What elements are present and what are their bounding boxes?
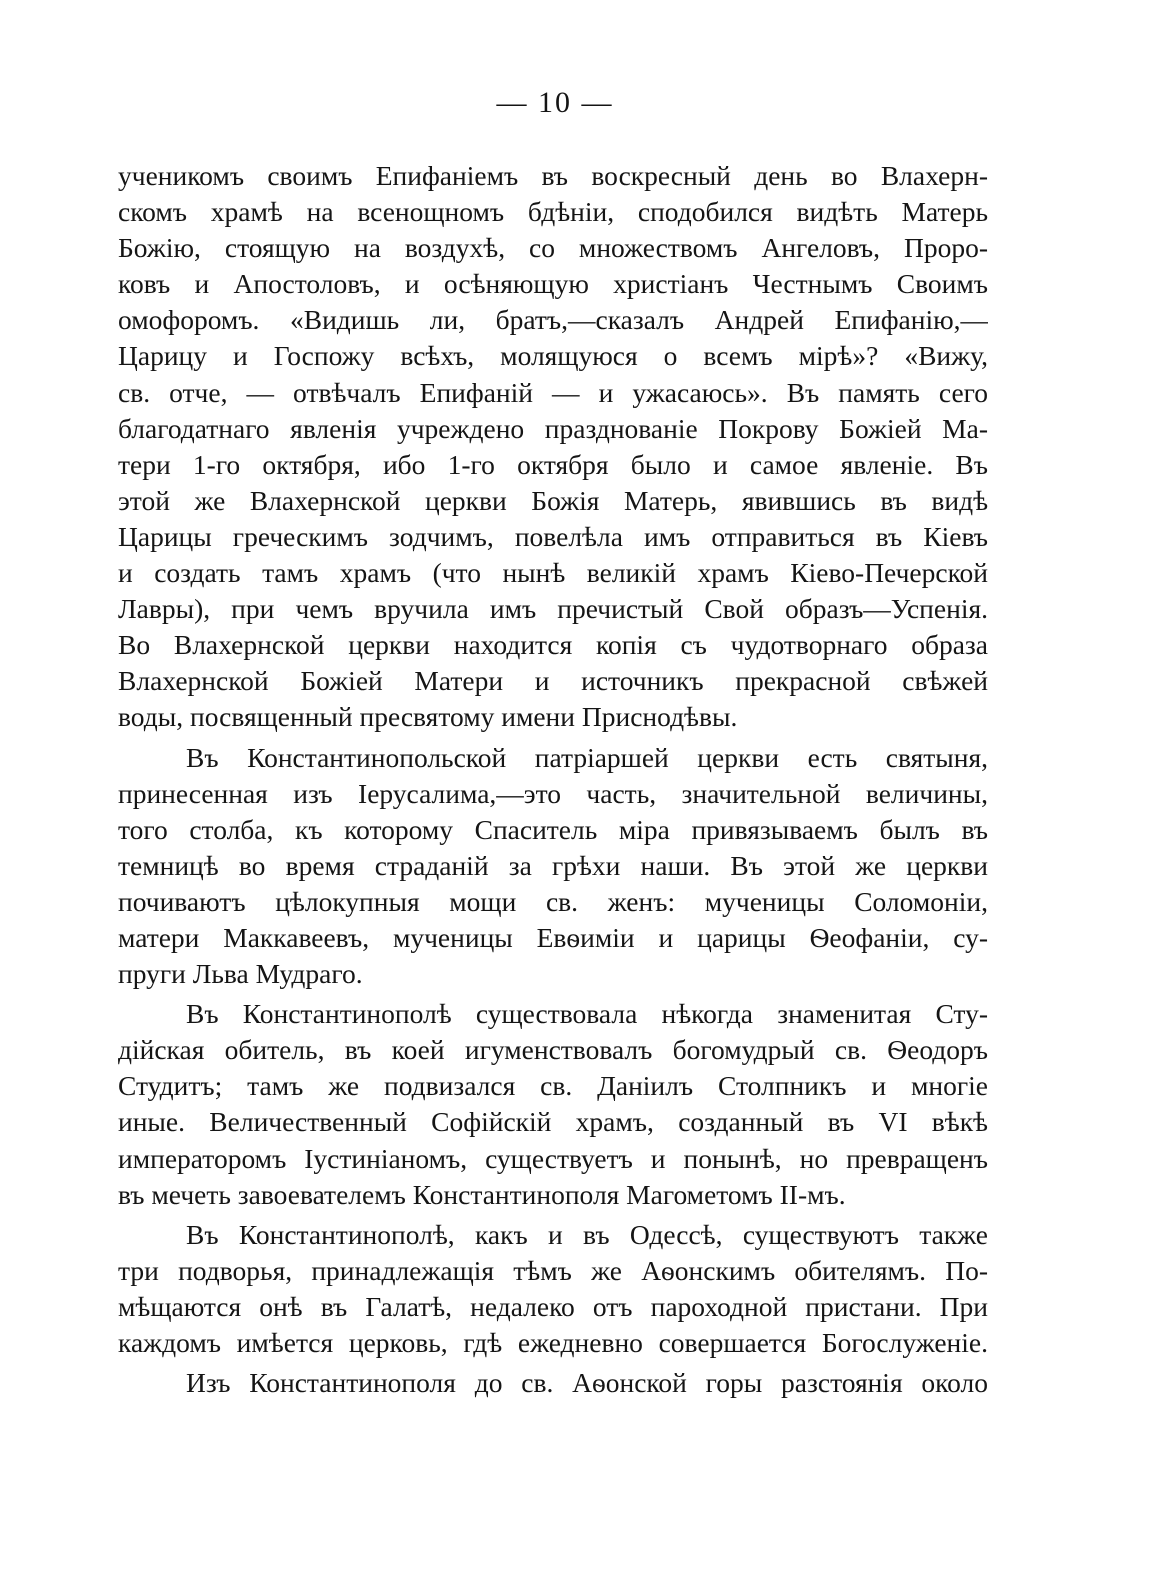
paragraph-2: [118, 740, 988, 993]
page-number: — 10 —: [496, 86, 614, 119]
paragraph-1: [118, 158, 988, 736]
text-line: матери Маккавеевъ, мученицы Евѳиміи и царицы Ѳеофаніи, су-: [118, 921, 988, 953]
text-line: тери 1-го октября, ибо 1-го октября было и самое явленіе. Въ: [118, 448, 988, 480]
text-line: благодатнаго явленія учреждено празднованіе Покрову Божіей Ма-: [118, 412, 988, 444]
text-line: ученикомъ своимъ Епифаніемъ въ воскресный день во Влахерн-: [118, 160, 988, 191]
paragraph-4: [118, 1217, 988, 1361]
text-line: въ мечеть завоевателемъ Константинополя Магометомъ II-мъ.: [118, 1178, 846, 1210]
text-line: мѣщаются онѣ въ Галатѣ, недалеко отъ пароходной пристани. При: [118, 1290, 988, 1322]
text-line: Студитъ; тамъ же подвизался св. Даніилъ Столпникъ и многіе: [118, 1070, 988, 1102]
text-line: Въ Константинополѣ, какъ и въ Одессѣ, существуютъ также: [186, 1218, 988, 1250]
text-line: воды, посвященный пресвятому имени Приснодѣвы.: [118, 701, 738, 733]
text-line: пруги Льва Мудраго.: [118, 958, 363, 990]
text-line: этой же Влахернской церкви Божія Матерь, явившись въ видѣ: [118, 484, 988, 516]
text-line: Изъ Константинополя до св. Аѳонской горы разстоянія около: [186, 1367, 988, 1399]
text-line: Лавры), при чемъ вручила имъ пречистый Свой образъ—Успенія.: [118, 593, 988, 625]
body-text: [118, 158, 988, 1401]
paragraph-3: [118, 996, 988, 1213]
text-line: каждомъ имѣется церковь, гдѣ ежедневно совершается Богослуженіе.: [118, 1327, 988, 1358]
text-line: Влахернской Божіей Матери и источникъ прекрасной свѣжей: [118, 665, 988, 697]
text-line: Во Влахернской церкви находится копія съ чудотворнаго образа: [118, 629, 988, 661]
text-line: ковъ и Апостоловъ, и осѣняющую христіанъ Честнымъ Своимъ: [118, 268, 988, 300]
text-line: императоромъ Іустиніаномъ, существуетъ и понынѣ, но превращенъ: [118, 1142, 988, 1174]
text-line: Въ Константинопольской патріаршей церкви есть святыня,: [186, 741, 988, 773]
text-line: и создать тамъ храмъ (что нынѣ великій храмъ Кіево-Печерской: [118, 557, 988, 589]
text-line: дійская обитель, въ коей игуменствовалъ богомудрый св. Ѳеодоръ: [118, 1034, 988, 1066]
text-line: три подворья, принадлежащія тѣмъ же Аѳонскимъ обителямъ. По-: [118, 1254, 988, 1286]
text-line: Въ Константинополѣ существовала нѣкогда знаменитая Сту-: [186, 998, 988, 1030]
text-line: Царицы греческимъ зодчимъ, повелѣла имъ отправиться въ Кіевъ: [118, 520, 988, 552]
text-line: почиваютъ цѣлокупныя мощи св. женъ: мученицы Соломоніи,: [118, 885, 988, 917]
text-line: принесенная изъ Іерусалима,—это часть, значительной величины,: [118, 777, 988, 809]
text-line: иные. Величественный Софійскій храмъ, созданный въ VI вѣкѣ: [118, 1106, 988, 1138]
text-line: того столба, къ которому Спаситель міра привязываемъ былъ въ: [118, 813, 988, 845]
text-line: Царицу и Госпожу всѣхъ, молящуюся о всемъ мірѣ»? «Вижу,: [118, 340, 988, 372]
text-line: скомъ храмѣ на всенощномъ бдѣніи, сподобился видѣть Матерь: [118, 196, 988, 228]
text-line: Божію, стоящую на воздухѣ, со множествомъ Ангеловъ, Проро-: [118, 232, 988, 264]
text-line: омофоромъ. «Видишь ли, братъ,—сказалъ Андрей Епифанію,—: [118, 304, 988, 336]
paragraph-5: [118, 1365, 988, 1401]
text-line: темницѣ во время страданій за грѣхи наши. Въ этой же церкви: [118, 849, 988, 881]
text-line: св. отче, — отвѣчалъ Епифаній — и ужасаюсь». Въ память сего: [118, 376, 988, 408]
